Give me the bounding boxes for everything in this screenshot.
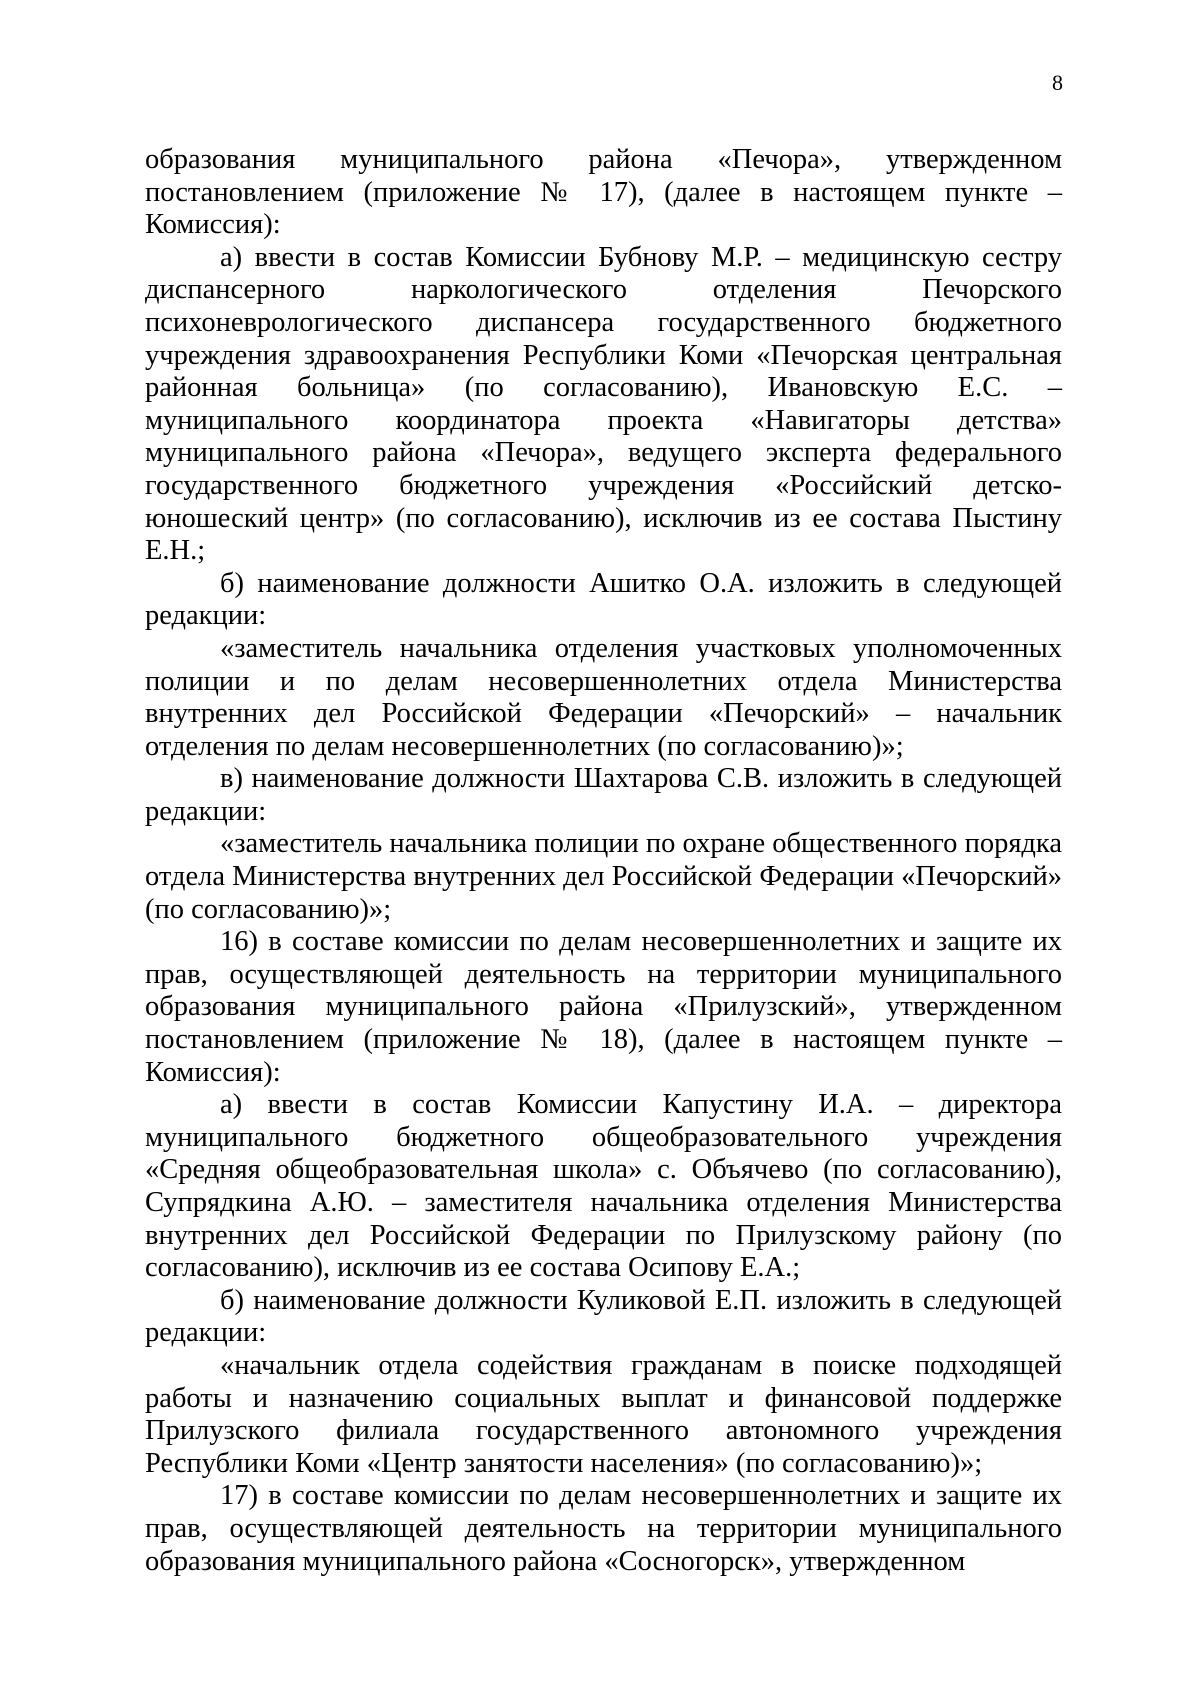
paragraph-1: образования муниципального района «Печора», утвержденном постановлением (приложение № 17), (далее в настоящем пункте – Комиссия): [145, 144, 1062, 241]
paragraph-11: 17) в составе комиссии по делам несовершеннолетних и защите их прав, осуществляющей деятельность на территории муниципального образования муниципального района «Сосногорск», утвержденном [145, 1480, 1062, 1577]
paragraph-2: а) ввести в состав Комиссии Бубнову М.Р. – медицинскую сестру диспансерного наркологического отделения Печорского психоневрологического диспансера государственного бюджетного учреждения здравоохранения Республики Коми «Печорская центральная районная больница» (по согласованию), Ивановскую Е.С. – муниципального координатора проекта «Навигаторы детства» муниципального района «Печора», ведущего эксперта федерального государственного бюджетного учреждения «Российский детско-юношеский центр» (по согласованию), исключив из ее состава Пыстину Е.Н.; [145, 241, 1062, 567]
paragraph-7: 16) в составе комиссии по делам несовершеннолетних и защите их прав, осуществляющей деятельность на территории муниципального образования муниципального района «Прилузский», утвержденном постановлением (приложение № 18), (далее в настоящем пункте – Комиссия): [145, 926, 1062, 1088]
paragraph-3: б) наименование должности Ашитко О.А. изложить в следующей редакции: [145, 567, 1062, 632]
document-body [145, 144, 1062, 1578]
paragraph-5: в) наименование должности Шахтарова С.В. изложить в следующей редакции: [145, 763, 1062, 827]
paragraph-9: б) наименование должности Куликовой Е.П. изложить в следующей редакции: [145, 1284, 1062, 1349]
paragraph-4: «заместитель начальника отделения участковых уполномоченных полиции и по делам несовершеннолетних отдела Министерства внутренних дел Российской Федерации «Печорский» – начальник отделения по делам несовершеннолетних (по согласованию)»; [145, 632, 1062, 762]
paragraph-8: а) ввести в состав Комиссии Капустину И.А. – директора муниципального бюджетного общеобразовательного учреждения «Средняя общеобразовательная школа» с. Объячево (по согласованию), Супрядкина А.Ю. – заместителя начальника отделения Министерства внутренних дел Российской Федерации по Прилузскому району (по согласованию), исключив из ее состава Осипову Е.А.; [145, 1089, 1062, 1284]
paragraph-6: «заместитель начальника полиции по охране общественного порядка отдела Министерства внутренних дел Российской Федерации «Печорский» (по согласованию)»; [145, 828, 1062, 925]
paragraph-10: «начальник отдела содействия гражданам в поиске подходящей работы и назначению социальных выплат и финансовой поддержке Прилузского филиала государственного автономного учреждения Республики Коми «Центр занятости населения» (по согласованию)»; [145, 1349, 1062, 1479]
page-number: 8 [1052, 70, 1063, 95]
